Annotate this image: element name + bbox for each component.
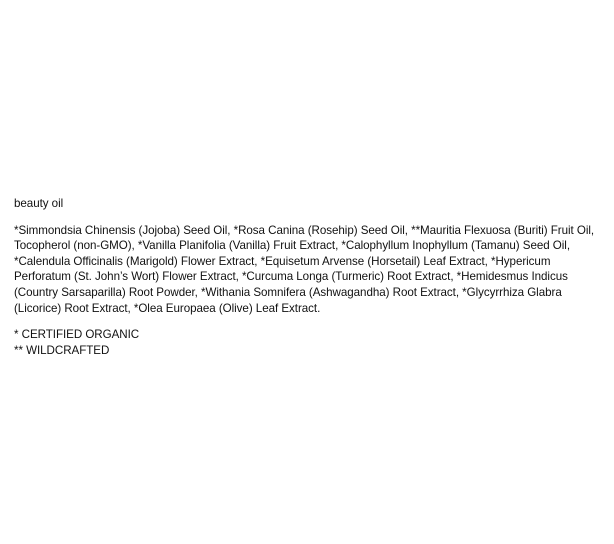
legend-wildcrafted: ** WILDCRAFTED	[14, 343, 110, 357]
ingredient-list: *Simmondsia Chinensis (Jojoba) Seed Oil, *Rosa Canina (Rosehip) Seed Oil, **Mauritia Flexuosa (Buriti) Fruit Oil, Tocopherol (non-GMO), *Vanilla Planifolia (Vanilla) Fruit Extract, *Calophyllum Inophyllum (Tamanu) Seed Oil, *Calendula Officinalis (Marigold) Flower Extract, *Equisetum Arvense (Horsetail) Leaf Extract, *Hypericum Perforatum (St. John’s Wort) Flower Extract, *Curcuma Longa (Turmeric) Root Extract, *Hemidesmus Indicus (Country Sarsaparilla) Root Powder, *Withania Somnifera (Ashwagandha) Root Extract, *Glycyrrhiza Glabra (Licorice) Root Extract, *Olea Europaea (Olive) Leaf Extract.	[14, 223, 595, 315]
ingredient-document	[14, 196, 604, 358]
legend-certified-organic: * CERTIFIED ORGANIC	[14, 328, 140, 342]
product-title: beauty oil	[14, 197, 64, 210]
